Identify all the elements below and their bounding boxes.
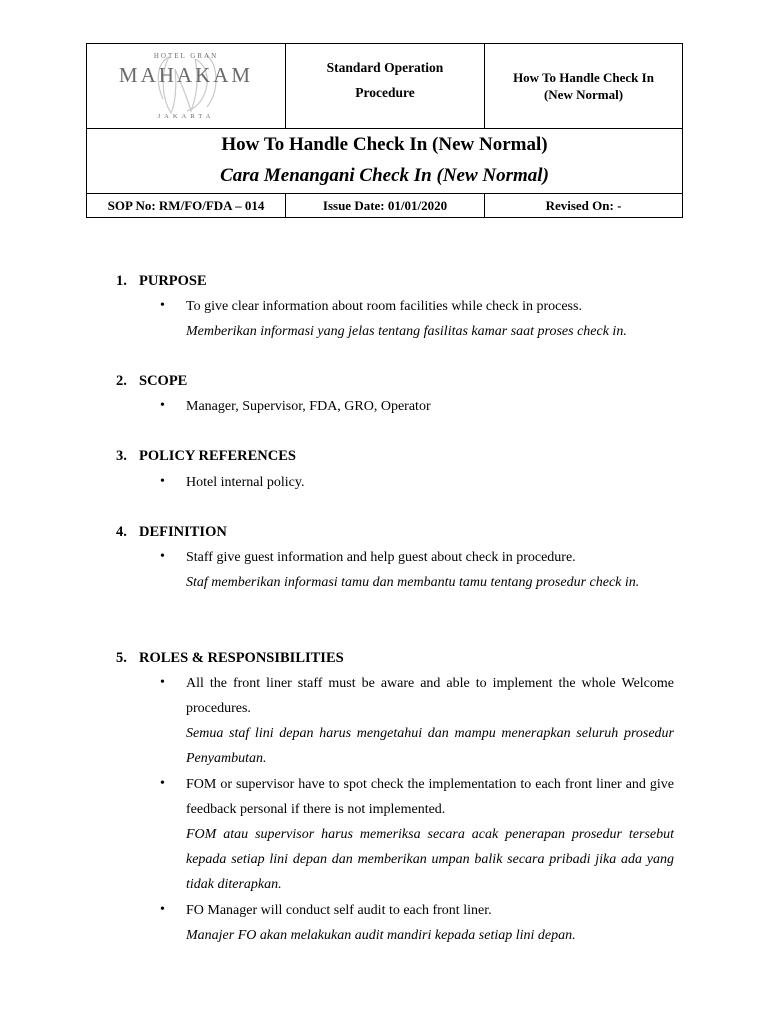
section-heading: 5. ROLES & RESPONSIBILITIES xyxy=(116,650,344,666)
section-heading: 3. POLICY REFERENCES xyxy=(116,448,296,464)
item-text-id: Memberikan informasi yang jelas tentang fasilitas kamar saat proses check in. xyxy=(186,324,627,339)
bullet-icon: • xyxy=(160,549,165,564)
item-text-en: FOM or supervisor have to spot check the implementation to each front liner and give feedback personal if there is not implemented. xyxy=(186,777,674,817)
section-heading: 2. SCOPE xyxy=(116,373,188,389)
hotel-logo xyxy=(87,44,286,129)
short-title-line-1: How To Handle Check In xyxy=(513,70,654,85)
section-title: ROLES & RESPONSIBILITIES xyxy=(139,650,344,666)
section-title: POLICY REFERENCES xyxy=(139,448,296,464)
item-text-en: All the front liner staff must be aware and able to implement the whole Welcome procedures. xyxy=(186,676,674,716)
standard-operation-procedure-cell xyxy=(286,44,485,129)
bullet-icon: • xyxy=(160,675,165,690)
bullet-icon: • xyxy=(160,474,165,489)
bullet-icon: • xyxy=(160,298,165,313)
bullet-icon: • xyxy=(160,776,165,791)
sop-number: SOP No: RM/FO/FDA – 014 xyxy=(87,194,286,218)
item-text-en: FO Manager will conduct self audit to each front liner. xyxy=(186,903,492,918)
bullet-icon: • xyxy=(160,902,165,917)
section-heading: 1. PURPOSE xyxy=(116,273,207,289)
document-title-cell xyxy=(87,129,683,194)
sop-header-table xyxy=(86,43,683,218)
document-title-en: How To Handle Check In (New Normal) xyxy=(221,134,548,155)
short-title-cell xyxy=(485,44,683,129)
list-item xyxy=(186,898,674,948)
list-item xyxy=(186,545,674,595)
issue-date: Issue Date: 01/01/2020 xyxy=(286,194,485,218)
standard-line-2: Procedure xyxy=(355,85,415,100)
item-text-en: To give clear information about room facilities while check in process. xyxy=(186,299,582,314)
section-heading: 4. DEFINITION xyxy=(116,524,227,540)
item-text-en: Manager, Supervisor, FDA, GRO, Operator xyxy=(186,399,431,414)
list-item xyxy=(186,394,674,419)
item-text-en: Hotel internal policy. xyxy=(186,475,305,490)
item-text-id: FOM atau supervisor harus memeriksa secara acak penerapan prosedur tersebut kepada setiap lini depan dan memberikan umpan balik secara pribadi jika ada yang tidak diterapkan. xyxy=(186,827,674,892)
item-text-en: Staff give guest information and help guest about check in procedure. xyxy=(186,550,576,565)
logo-bottom-text: JAKARTA xyxy=(157,113,215,120)
list-item xyxy=(186,772,674,897)
list-item xyxy=(186,671,674,771)
list-item xyxy=(186,294,674,344)
short-title-line-2: (New Normal) xyxy=(543,87,624,102)
list-item xyxy=(186,470,674,495)
document-title-id: Cara Menangani Check In (New Normal) xyxy=(220,165,549,186)
revised-on: Revised On: - xyxy=(485,194,683,218)
bullet-icon: • xyxy=(160,398,165,413)
standard-line-1: Standard Operation xyxy=(326,60,444,75)
logo-main-text: MAHAKAM xyxy=(118,63,254,87)
item-text-id: Manajer FO akan melakukan audit mandiri kepada setiap lini depan. xyxy=(186,928,576,943)
section-title: PURPOSE xyxy=(139,273,207,289)
item-text-id: Staf memberikan informasi tamu dan membantu tamu tentang prosedur check in. xyxy=(186,575,640,590)
section-title: SCOPE xyxy=(139,373,188,389)
section-title: DEFINITION xyxy=(139,524,227,540)
logo-top-text: HOTEL GRAN xyxy=(153,52,219,60)
item-text-id: Semua staf lini depan harus mengetahui dan mampu menerapkan seluruh prosedur Penyambutan. xyxy=(186,726,674,766)
